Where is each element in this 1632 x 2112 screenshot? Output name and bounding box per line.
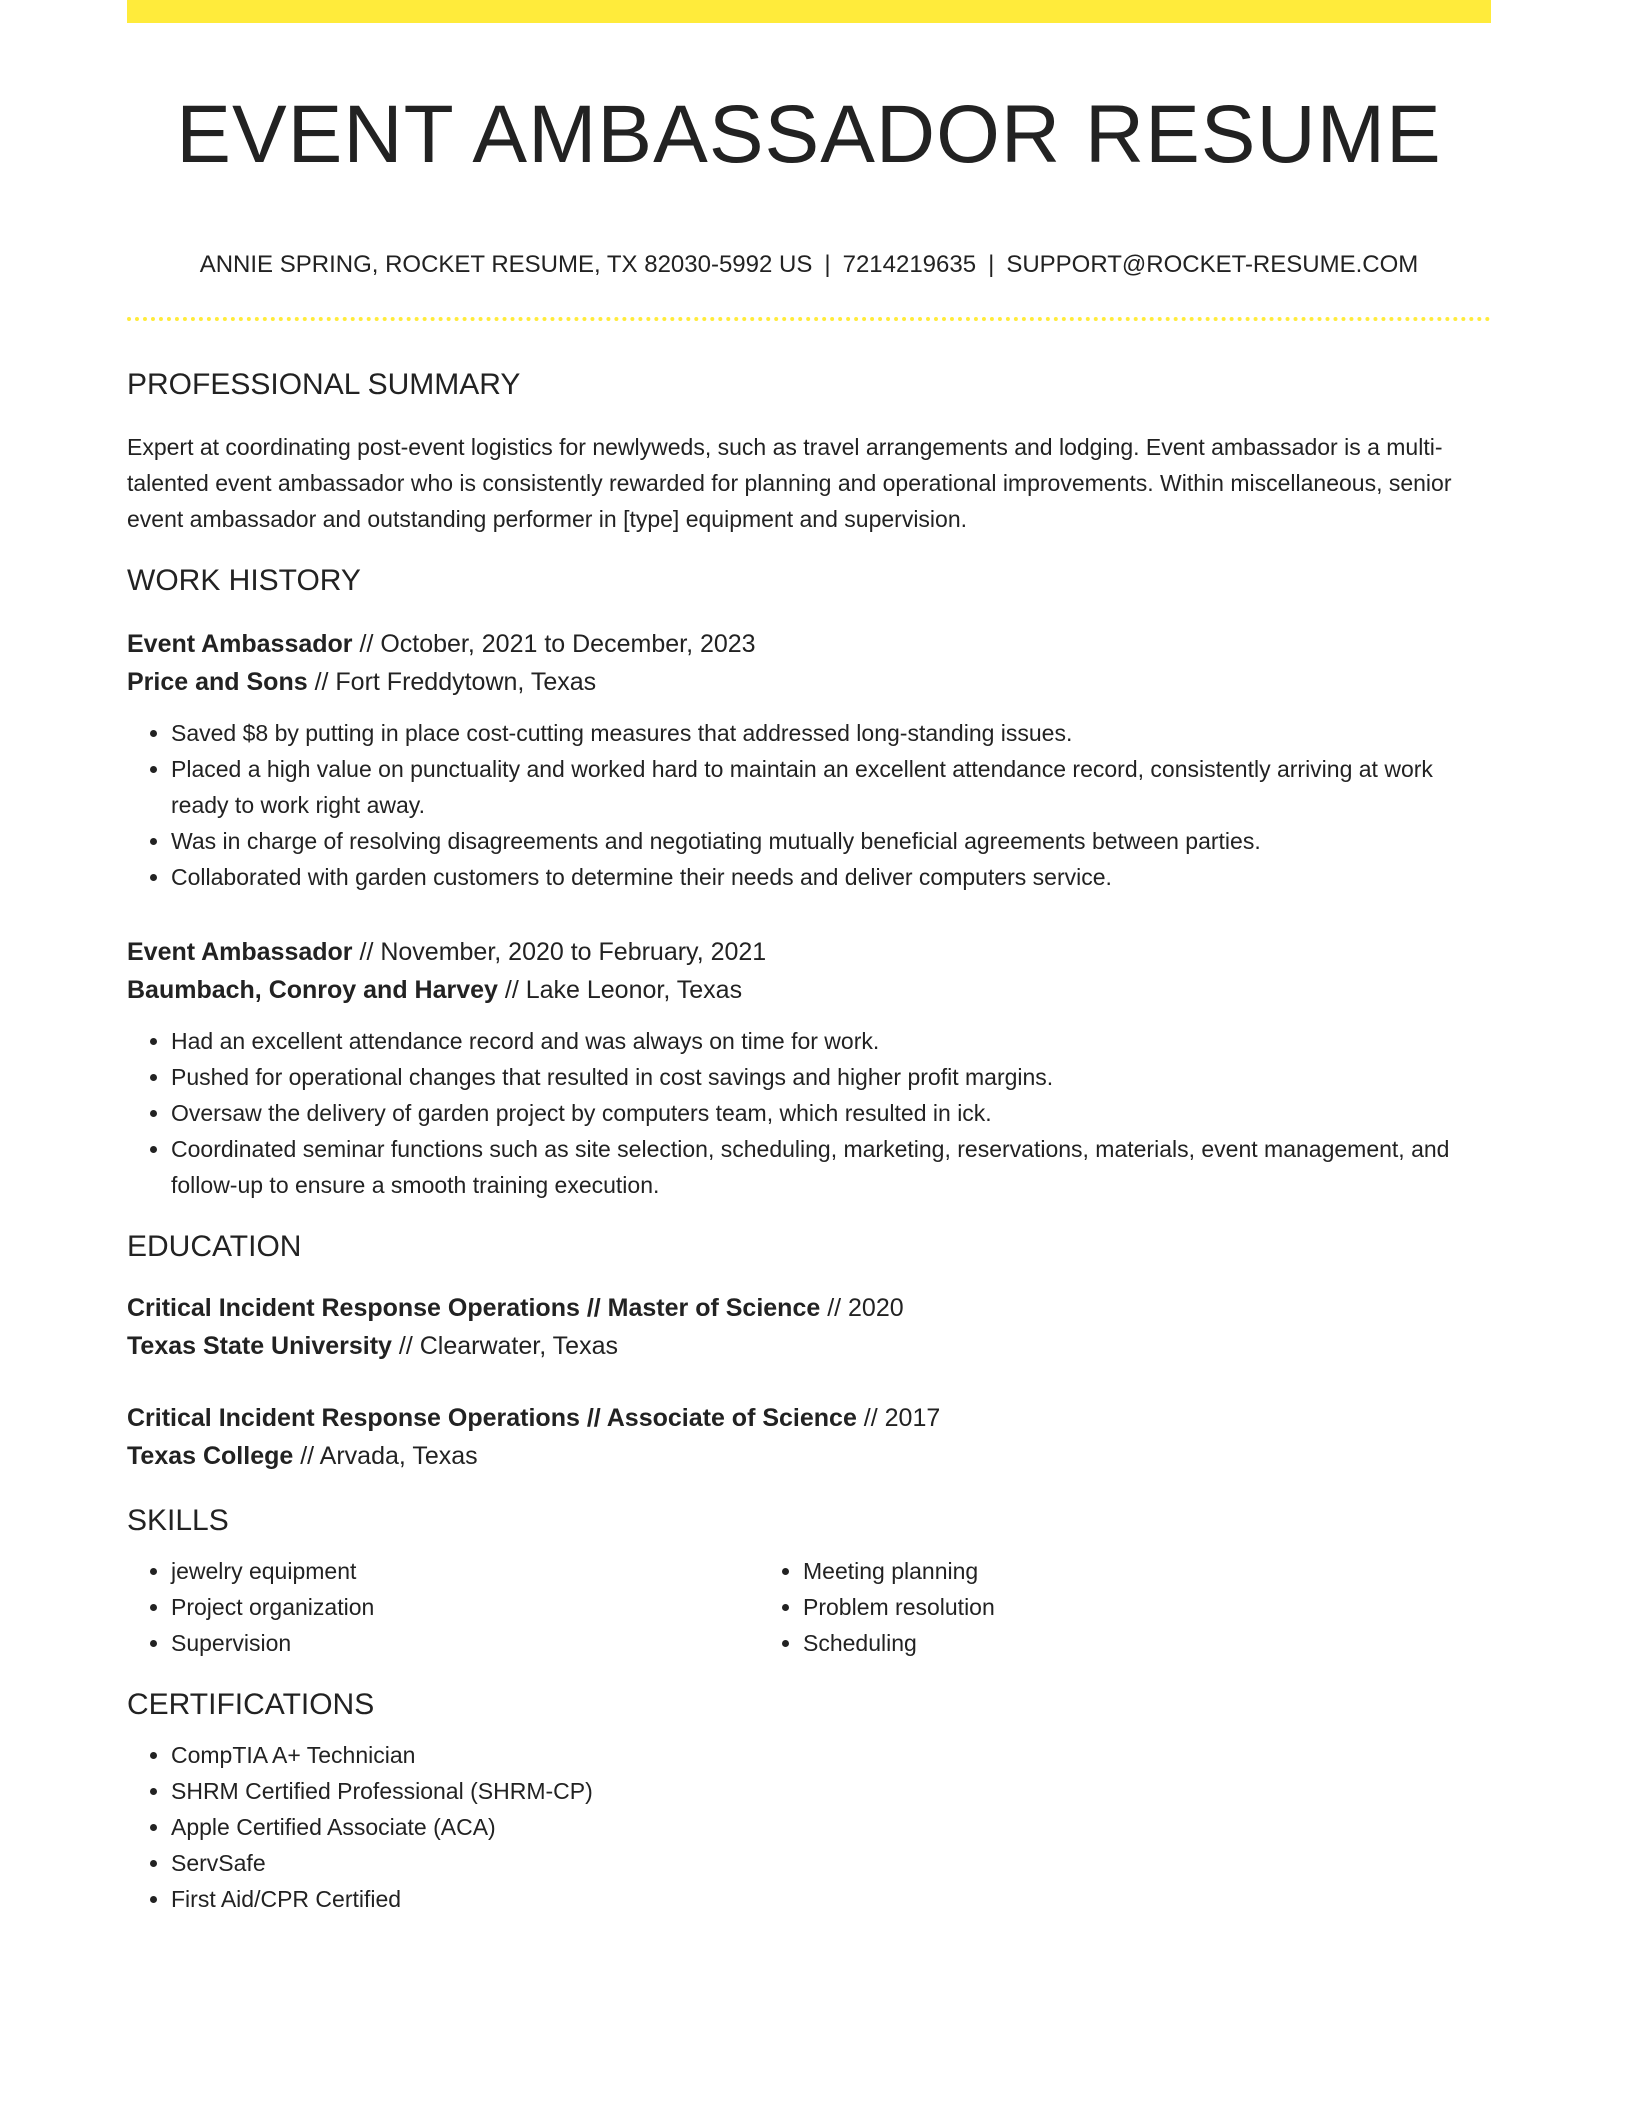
- list-item: • Project organization: [171, 1589, 759, 1625]
- list-item: • Oversaw the delivery of garden project by computers team, which resulted in ick.: [171, 1095, 1491, 1131]
- list-item: • Had an excellent attendance record and was always on time for work.: [171, 1023, 1491, 1059]
- job-company: Baumbach, Conroy and Harvey: [127, 976, 498, 1004]
- education-entry: [127, 1289, 1491, 1365]
- summary-heading: PROFESSIONAL SUMMARY: [127, 368, 521, 401]
- contact-email: SUPPORT@ROCKET-RESUME.COM: [1006, 251, 1419, 278]
- list-item: • SHRM Certified Professional (SHRM-CP): [171, 1773, 1491, 1809]
- certifications-list: [127, 1737, 1491, 1917]
- school: Texas College: [127, 1442, 294, 1470]
- degree-line: [127, 1399, 1491, 1437]
- contact-phone: 7214219635: [842, 251, 977, 278]
- work-history-heading: WORK HISTORY: [127, 564, 361, 597]
- list-item: • Scheduling: [803, 1625, 1391, 1661]
- job-location: // Lake Leonor, Texas: [497, 976, 743, 1004]
- list-item: • Supervision: [171, 1625, 759, 1661]
- job-location: // Fort Freddytown, Texas: [307, 668, 597, 696]
- school-location: // Clearwater, Texas: [391, 1332, 618, 1360]
- skills-heading: SKILLS: [127, 1504, 229, 1537]
- list-item: • Apple Certified Associate (ACA): [171, 1809, 1491, 1845]
- contact-address: ANNIE SPRING, ROCKET RESUME, TX 82030-5992 US: [199, 251, 813, 278]
- job-company-line: [127, 663, 1491, 701]
- skills-column-left: [127, 1553, 759, 1661]
- list-item: • Was in charge of resolving disagreements and negotiating mutually beneficial agreements between parties.: [171, 823, 1491, 859]
- list-item: • Coordinated seminar functions such as site selection, scheduling, marketing, reservations, materials, event management, and follow-up to ensure a smooth training execution.: [171, 1131, 1491, 1203]
- resume-title: EVENT AMBASSADOR RESUME: [176, 89, 1442, 180]
- job-entry: [127, 933, 1491, 1203]
- job-dates: // October, 2021 to December, 2023: [352, 630, 756, 658]
- degree: Critical Incident Response Operations // Associate of Science: [127, 1404, 857, 1432]
- certifications-heading: CERTIFICATIONS: [127, 1688, 375, 1721]
- job-title: Event Ambassador: [127, 630, 353, 658]
- degree-year: // 2017: [856, 1404, 941, 1432]
- list-item: • CompTIA A+ Technician: [171, 1737, 1491, 1773]
- list-item: • Collaborated with garden customers to determine their needs and deliver computers service.: [171, 859, 1491, 895]
- resume-page: [127, 0, 1491, 1917]
- job-title-line: [127, 933, 1491, 971]
- education-entry: [127, 1399, 1491, 1475]
- education-heading: EDUCATION: [127, 1230, 302, 1263]
- job-title: Event Ambassador: [127, 938, 353, 966]
- job-company-line: [127, 971, 1491, 1009]
- top-accent-bar: [127, 0, 1491, 23]
- school-line: [127, 1437, 1491, 1475]
- school-line: [127, 1327, 1491, 1365]
- list-item: • ServSafe: [171, 1845, 1491, 1881]
- job-title-line: [127, 625, 1491, 663]
- list-item: • Saved $8 by putting in place cost-cutting measures that addressed long-standing issues.: [171, 715, 1491, 751]
- job-dates: // November, 2020 to February, 2021: [352, 938, 767, 966]
- degree-line: [127, 1289, 1491, 1327]
- list-item: • jewelry equipment: [171, 1553, 759, 1589]
- job-bullets: [127, 715, 1491, 895]
- degree-year: // 2020: [820, 1294, 904, 1322]
- summary-text: Expert at coordinating post-event logistics for newlyweds, such as travel arrangements and lodging. Event ambassador is a multi-talented event ambassador who is consistently rewarded for planning and operational improvements. Within miscellaneous, senior event ambassador and outstanding performer in [type] equipment and supervision.: [127, 434, 1452, 532]
- degree: Critical Incident Response Operations // Master of Science: [127, 1294, 821, 1322]
- list-item: • First Aid/CPR Certified: [171, 1881, 1491, 1917]
- job-bullets: [127, 1023, 1491, 1203]
- skills-grid: [127, 1553, 1491, 1661]
- school-location: // Arvada, Texas: [293, 1442, 478, 1470]
- dotted-divider: [127, 317, 1491, 321]
- school: Texas State University: [127, 1332, 392, 1360]
- contact-separator: |: [988, 251, 995, 278]
- list-item: • Pushed for operational changes that resulted in cost savings and higher profit margins.: [171, 1059, 1491, 1095]
- list-item: • Placed a high value on punctuality and worked hard to maintain an excellent attendance record, consistently arriving at work ready to work right away.: [171, 751, 1491, 823]
- contact-line: [127, 250, 1491, 280]
- list-item: • Meeting planning: [803, 1553, 1391, 1589]
- job-entry: [127, 625, 1491, 895]
- list-item: • Problem resolution: [803, 1589, 1391, 1625]
- contact-separator: |: [824, 251, 831, 278]
- skills-column-right: [759, 1553, 1391, 1661]
- job-company: Price and Sons: [127, 668, 308, 696]
